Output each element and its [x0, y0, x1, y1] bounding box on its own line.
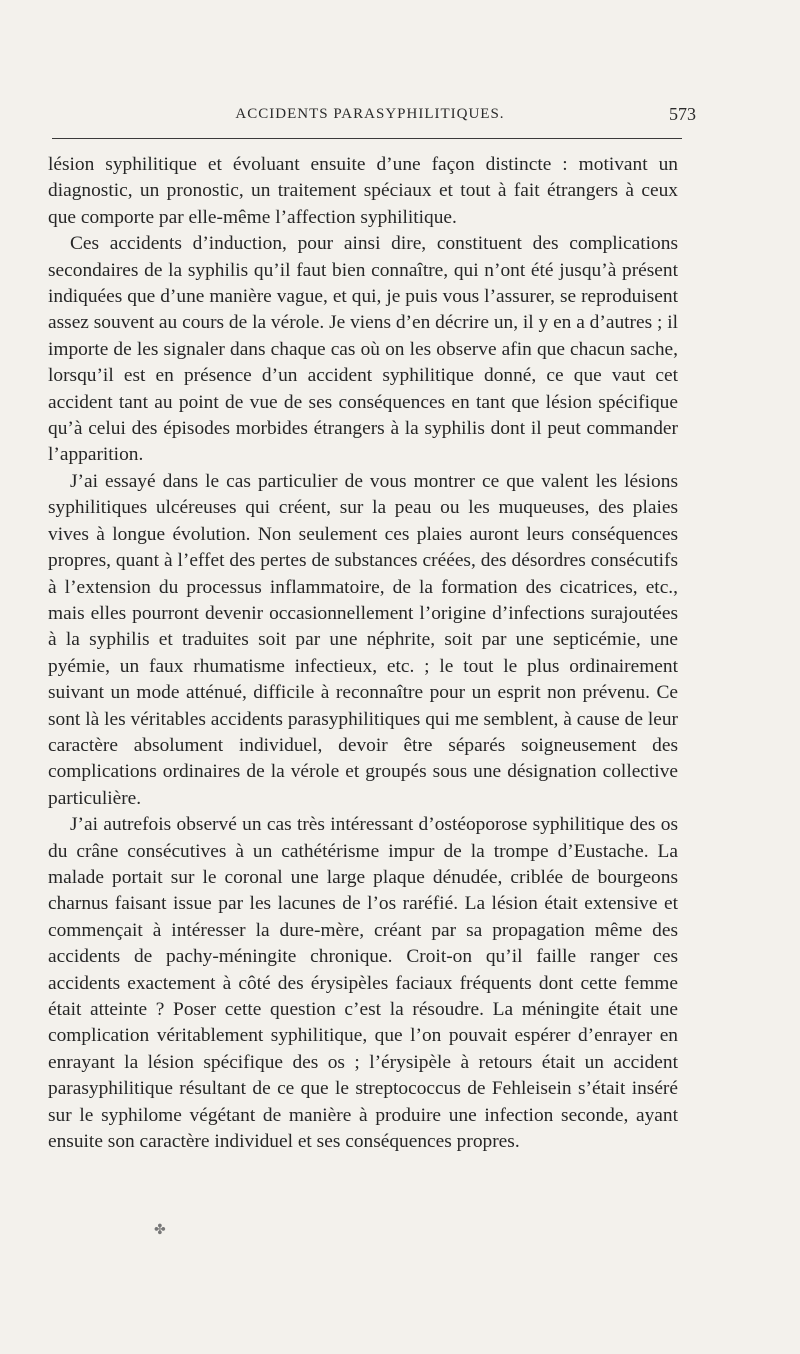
print-mark: ✤: [154, 1222, 166, 1238]
running-title: ACCIDENTS PARASYPHILITIQUES.: [235, 106, 505, 122]
paragraph-2: Ces accidents d’induction, pour ainsi dire, constituent des complications secondaires de la syphilis qu’il faut bien connaître, qui n’ont été jusqu’à présent indiquées que d’une manière vague, et qui, je puis vous l’assurer, se reproduisent assez souvent au cours de la vérole. Je viens d’en décrire un, il y en a d’autres ; il importe de les signaler dans chaque cas où on les observe afin que chacun sache, lorsqu’il est en présence d’un accident syphilitique donné, ce que vaut cet accident tant au point de vue de ses conséquences en tant que lésion spécifique qu’à celui des épisodes morbides étrangers à la syphilis dont il peut commander l’apparition.: [48, 233, 678, 466]
paragraph-4: J’ai autrefois observé un cas très intéressant d’ostéoporose syphilitique des os du crâne consécutives à un cathétérisme impur de la trompe d’Eustache. La malade portait sur le coronal une large plaque dénudée, criblée de bourgeons charnus faisant issue par les lacunes de l’os raréfié. La lésion était extensive et commençait à intéresser la dure-mère, créant par sa propagation même des accidents de pachy-méningite chronique. Croit-on qu’il faille ranger ces accidents exactement à côté des érysipèles faciaux fréquents dont cette femme était atteinte ? Poser cette question c’est la résoudre. La méningite était une complication véritablement syphilitique, que l’on pouvait espérer d’enrayer en enrayant la lésion spécifique des os ; l’érysipèle à retours était un accident parasyphilitique résultant de ce que le streptococcus de Fehleisein s’était inséré sur le syphilome végétant de manière à produire une infection seconde, ayant ensuite son caractère individuel et ses conséquences propres.: [48, 814, 678, 1153]
paragraph-1: lésion syphilitique et évoluant ensuite d’une façon distincte : motivant un diagnostic, un pronostic, un traitement spéciaux et tout à fait étrangers à ceux que comporte par elle-même l’affection syphilitique.: [48, 154, 678, 228]
page-number: 573: [669, 104, 696, 124]
header-rule: [52, 138, 682, 139]
page-header: [48, 100, 696, 130]
body-text: [48, 152, 678, 1155]
paragraph-3: J’ai essayé dans le cas particulier de vous montrer ce que valent les lésions syphilitiques ulcéreuses qui créent, sur la peau ou les muqueuses, des plaies vives à longue évolution. Non seulement ces plaies auront leurs conséquences propres, quant à l’effet des pertes de substances créées, des désordres consécutifs à l’extension du processus inflammatoire, de la formation des cicatrices, etc., mais elles pourront devenir occasionnellement l’origine d’infections surajoutées à la syphilis et traduites soit par une néphrite, soit par une septicémie, une pyémie, un faux rhumatisme infectieux, etc. ; le tout le plus ordinairement suivant un mode atténué, difficile à reconnaître pour un esprit non prévenu. Ce sont là les véritables accidents parasyphilitiques qui me semblent, à cause de leur caractère absolument individuel, devoir être séparés soigneusement des complications ordinaires de la vérole et groupés sous une désignation collective particulière.: [48, 470, 678, 809]
